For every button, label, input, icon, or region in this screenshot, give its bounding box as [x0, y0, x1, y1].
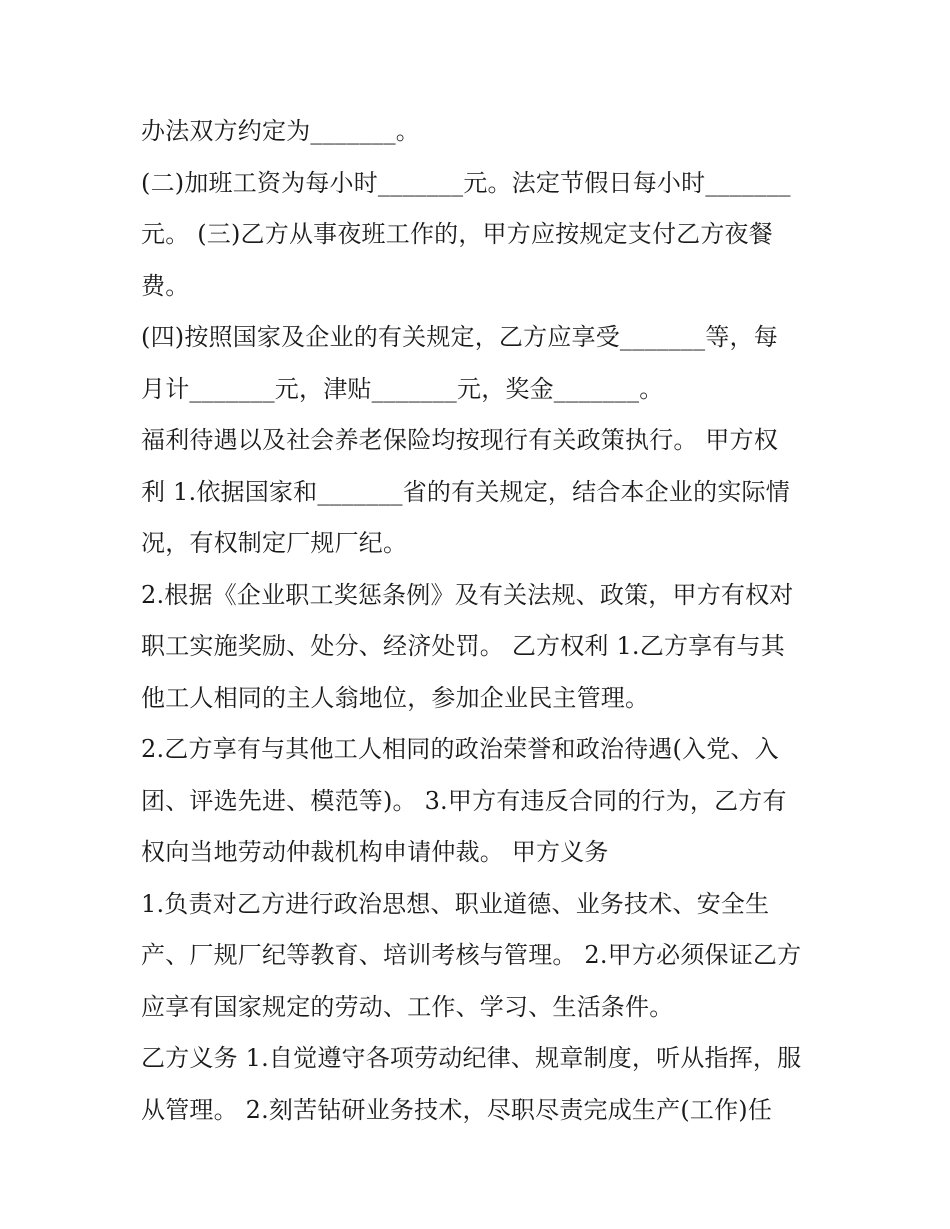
text-line: 产、厂规厂纪等教育、培训考核与管理。 2.甲方必须保证乙方 [141, 941, 802, 969]
text-line: (四)按照国家及企业的有关规定，乙方应享受_______等，每 [141, 323, 778, 351]
text-line: 2.乙方享有与其他工人相同的政治荣誉和政治待遇(入党、入 [141, 735, 779, 763]
text-line: 乙方义务 1.自觉遵守各项劳动纪律、规章制度，听从指挥，服 [141, 1044, 802, 1072]
text-line: 职工实施奖励、处分、经济处罚。 乙方权利 1.乙方享有与其 [141, 632, 785, 660]
text-line: 从管理。 2.刻苦钻研业务技术，尽职尽责完成生产(工作)任 [141, 1095, 773, 1124]
text-line: 元。 (三)乙方从事夜班工作的，甲方应按规定支付乙方夜餐 [141, 220, 773, 248]
text-line: 他工人相同的主人翁地位，参加企业民主管理。 [141, 683, 650, 712]
text-line: 月计_______元，津贴_______元，奖金_______。 [141, 374, 664, 403]
text-line: 权向当地劳动仲裁机构申请仲裁。 甲方义务 [141, 838, 609, 866]
text-line: 2.根据《企业职工奖惩条例》及有关法规、政策，甲方有权对 [141, 580, 794, 609]
text-line: 办法双方约定为_______。 [141, 117, 420, 145]
text-line: 应享有国家规定的劳动、工作、学习、生活条件。 [141, 992, 674, 1021]
text-line: (二)加班工资为每小时_______元。法定节假日每小时_______ [141, 168, 791, 197]
text-line: 1.负责对乙方进行政治思想、职业道德、业务技术、安全生 [141, 889, 770, 918]
text-line: 福利待遇以及社会养老保险均按现行有关政策执行。 甲方权 [141, 426, 779, 454]
text-line: 利 1.依据国家和_______省的有关规定，结合本企业的实际情 [141, 477, 790, 506]
text-line: 况，有权制定厂规厂纪。 [141, 529, 408, 557]
text-line: 费。 [141, 271, 190, 300]
text-line: 团、评选先进、模范等)。 3.甲方有违反合同的行为，乙方有 [141, 786, 787, 815]
contract-text-block [141, 106, 821, 1136]
